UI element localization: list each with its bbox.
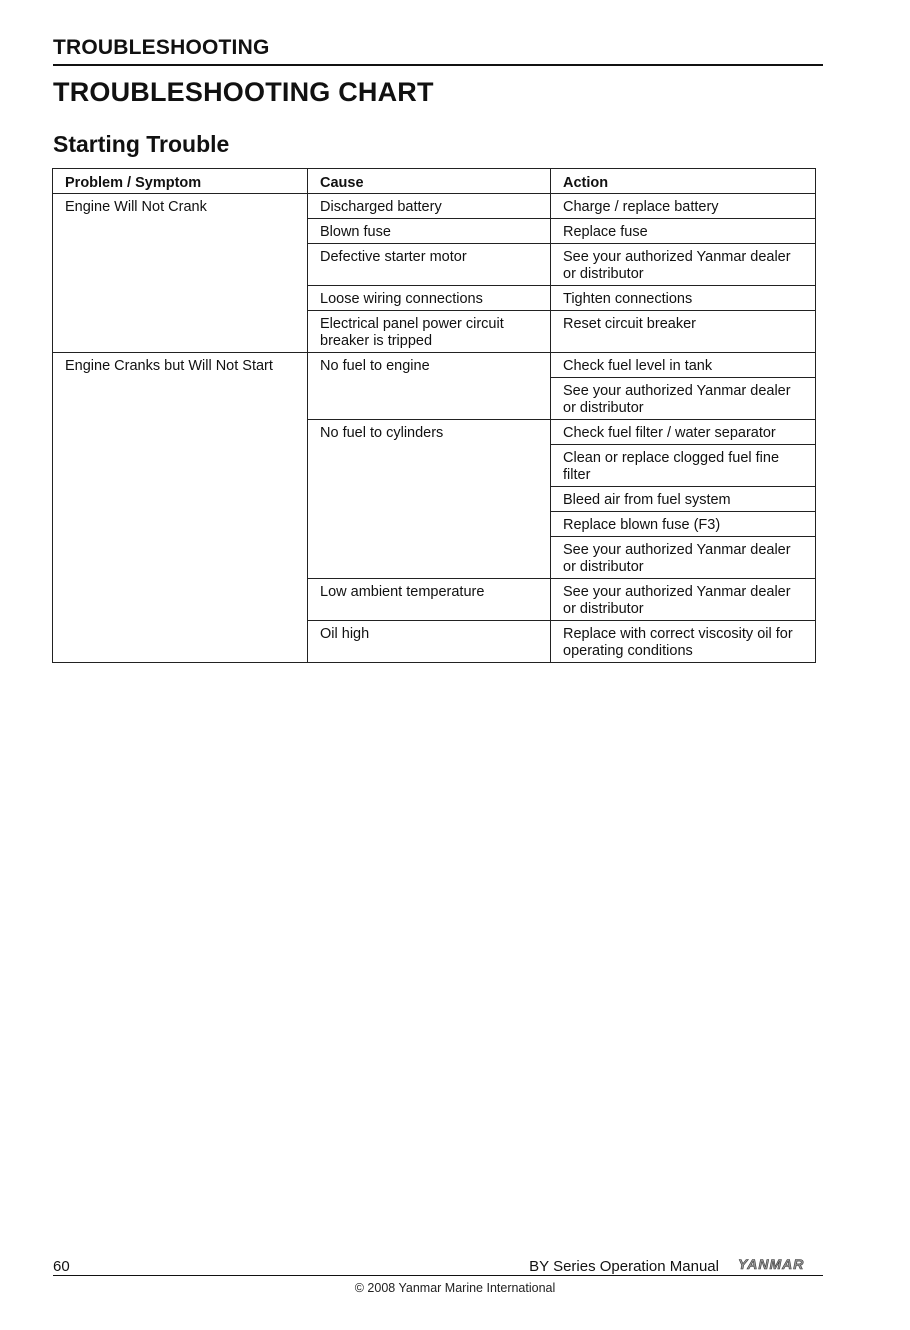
action-cell: See your authorized Yanmar dealer or distributor <box>551 537 816 579</box>
action-cell: See your authorized Yanmar dealer or distributor <box>551 579 816 621</box>
copyright-notice: © 2008 Yanmar Marine International <box>354 1281 556 1295</box>
cause-cell: Oil high <box>308 621 551 663</box>
cause-cell: Low ambient temperature <box>308 579 551 621</box>
manual-title: BY Series Operation Manual <box>529 1258 719 1275</box>
page-number: 60 <box>53 1258 70 1275</box>
action-cell: Replace with correct viscosity oil for operating conditions <box>551 621 816 663</box>
column-header-problem: Problem / Symptom <box>53 169 308 194</box>
chart-title: TROUBLESHOOTING CHART <box>53 77 434 107</box>
troubleshooting-table <box>52 168 816 663</box>
action-cell: Bleed air from fuel system <box>551 487 816 512</box>
section-title: TROUBLESHOOTING <box>53 36 270 59</box>
problem-cell: Engine Will Not Crank <box>53 194 308 353</box>
section-header <box>53 36 823 66</box>
action-cell: Tighten connections <box>551 286 816 311</box>
cause-cell: No fuel to cylinders <box>308 420 551 579</box>
column-header-cause: Cause <box>308 169 551 194</box>
action-cell: Charge / replace battery <box>551 194 816 219</box>
subsection-title: Starting Trouble <box>53 131 230 157</box>
action-cell: See your authorized Yanmar dealer or distributor <box>551 378 816 420</box>
table-row <box>53 194 816 219</box>
cause-cell: Blown fuse <box>308 219 551 244</box>
yanmar-logo: YANMAR <box>738 1256 805 1272</box>
action-cell: Replace fuse <box>551 219 816 244</box>
column-header-action: Action <box>551 169 816 194</box>
table-row <box>53 353 816 378</box>
cause-cell: Electrical panel power circuit breaker is tripped <box>308 311 551 353</box>
action-cell: Clean or replace clogged fuel fine filter <box>551 445 816 487</box>
action-cell: Check fuel filter / water separator <box>551 420 816 445</box>
cause-cell: Defective starter motor <box>308 244 551 286</box>
table-header-row <box>53 169 816 194</box>
action-cell: See your authorized Yanmar dealer or distributor <box>551 244 816 286</box>
footer-divider <box>53 1275 823 1276</box>
action-cell: Replace blown fuse (F3) <box>551 512 816 537</box>
cause-cell: Loose wiring connections <box>308 286 551 311</box>
action-cell: Reset circuit breaker <box>551 311 816 353</box>
cause-cell: Discharged battery <box>308 194 551 219</box>
cause-cell: No fuel to engine <box>308 353 551 420</box>
problem-cell: Engine Cranks but Will Not Start <box>53 353 308 663</box>
action-cell: Check fuel level in tank <box>551 353 816 378</box>
